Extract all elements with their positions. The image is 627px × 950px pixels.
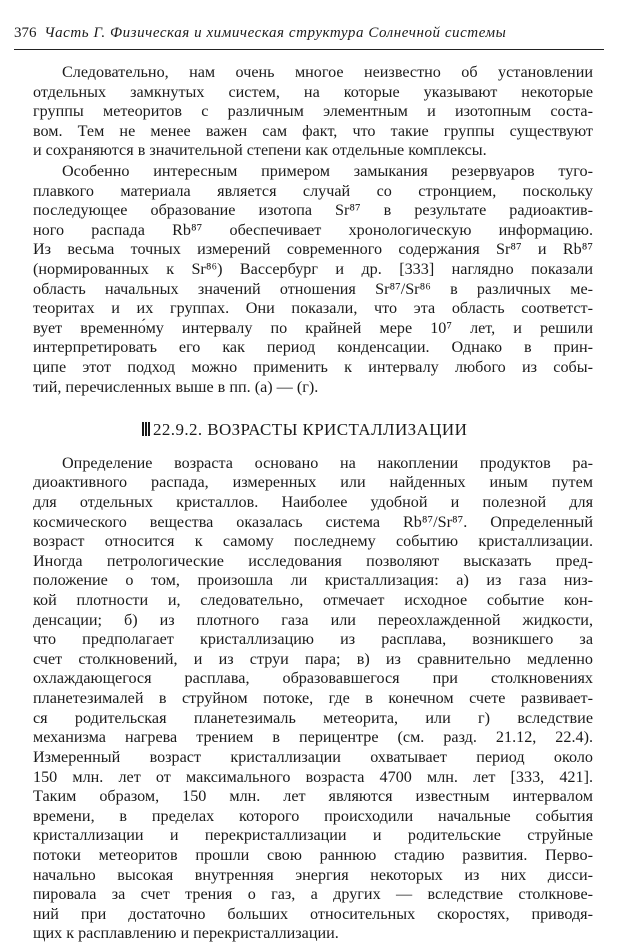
paragraph-line: механизма нагрева трением в перицентре (см. разд. 21.12, 22.4). <box>33 729 593 747</box>
paragraph-line: Следовательно, нам очень многое неизвестно об установлении <box>62 64 593 81</box>
paragraph-line: диоактивного распада, измеренных или найденных иным путем <box>33 474 593 492</box>
paragraph-line: группы метеоритов с различным элементным и изотопным соста- <box>33 103 593 121</box>
paragraph-line: кой плотности и, следовательно, отмечает исходное событие кон- <box>33 592 593 609</box>
paragraph-line: ся родительская планетезималь метеорита, или г) вследствие <box>33 709 593 727</box>
paragraph-line: отдельных замкнутых систем, на которые указывают некоторые <box>33 83 593 101</box>
paragraph-line: вует временно́му интервалу по крайней мере 10⁷ лет, и решили <box>33 319 593 337</box>
paragraph-line: интерпретировать его как период конденсации. Однако в прин- <box>33 339 593 357</box>
page-number: 376 <box>14 25 37 41</box>
paragraph-line: щих к расплавлению и перекристаллизации. <box>33 925 339 943</box>
paragraph-line: планетезималей в струйном потоке, где в конечном счете развивает- <box>33 690 593 708</box>
paragraph-line: Измеренный возраст кристаллизации охватывает период около <box>33 748 593 766</box>
paragraph-line: плавкого материала является случай со стронцием, поскольку <box>33 182 593 200</box>
paragraph-line: тий, перечисленных выше в пп. (а) — (г). <box>33 378 319 396</box>
section-heading <box>142 419 467 441</box>
header-rule <box>14 49 604 50</box>
paragraph-line: теоритах и их группах. Они показали, что эта область соответст- <box>33 300 593 318</box>
paragraph-line: (нормированных к Sr⁸⁶) Вассербург и др. [333] наглядно показали <box>33 261 593 279</box>
paragraph-line: космического вещества оказалась система Rb⁸⁷/Sr⁸⁷. Определенный <box>33 513 593 531</box>
paragraph-line: ний при достаточно больших относительных скоростях, приводя- <box>33 905 593 923</box>
paragraph-line: положение о том, произошла ли кристаллизация: а) из газа низ- <box>33 572 593 590</box>
paragraph-line: 150 млн. лет от максимального возраста 4700 млн. лет [333, 421]. <box>33 768 593 786</box>
paragraph-line: счет столкновений, и из струи пара; в) из сравнительно медленно <box>33 650 593 668</box>
paragraph-line: возраст относится к самому последнему событию кристаллизации. <box>33 533 593 551</box>
paragraph-line: кристаллизации и перекристаллизации и родительские струйные <box>33 827 593 845</box>
paragraph-line: последующее образование изотопа Sr⁸⁷ в результате радиоактив- <box>33 202 593 220</box>
paragraph-line: ного распада Rb⁸⁷ обеспечивает хронологическую информацию. <box>33 221 593 239</box>
section-mark-icon <box>142 422 150 436</box>
section-title: ВОЗРАСТЫ КРИСТАЛЛИЗАЦИИ <box>207 420 468 440</box>
paragraph-line: начально высокая внутренняя энергия некоторых из них дисси- <box>33 866 593 884</box>
section-number: 22.9.2. <box>153 420 203 440</box>
paragraph-line: Определение возраста основано на накоплении продуктов ра- <box>62 454 593 472</box>
paragraph-line: ципе этот подход можно применить к интервалу любого из собы- <box>33 359 593 377</box>
paragraph-line: область начальных значений отношения Sr⁸⁷/Sr⁸⁶ в различных ме- <box>33 280 593 298</box>
paragraph-line: Иногда петрологические исследования позволяют высказать пред- <box>33 552 593 570</box>
paragraph-line: Особенно интересным примером замыкания резервуаров туго- <box>62 162 593 180</box>
paragraph-line: вом. Тем не менее важен сам факт, что такие группы существуют <box>33 122 593 140</box>
running-title: Часть Г. Физическая и химическая структура Солнечной системы <box>44 25 507 41</box>
running-header <box>14 24 604 42</box>
paragraph-line: пировала за счет трения о газ, а других — вследствие столкнове- <box>33 886 593 904</box>
paragraph-line: времени, в пределах которого происходили начальные события <box>33 807 593 825</box>
paragraph-line: охлаждающегося расплава, образовавшегося при столкновениях <box>33 670 593 688</box>
paragraph-line: потоки метеоритов прошли свою раннюю стадию развития. Перво- <box>33 846 593 864</box>
paragraph-line: Из весьма точных измерений современного содержания Sr⁸⁷ и Rb⁸⁷ <box>33 241 593 259</box>
paragraph-line: и сохраняются в значительной степени как отдельные комплексы. <box>33 142 487 160</box>
paragraph-line: Таким образом, 150 млн. лет являются известным интервалом <box>33 788 593 806</box>
paragraph-line: денсации; б) из плотного газа или переохлажденной жидкости, <box>33 611 593 629</box>
paragraph-line: что предполагает кристаллизацию из расплава, возникшего за <box>33 631 593 649</box>
paragraph-line: для отдельных кристаллов. Наиболее удобной и полезной для <box>33 493 593 511</box>
